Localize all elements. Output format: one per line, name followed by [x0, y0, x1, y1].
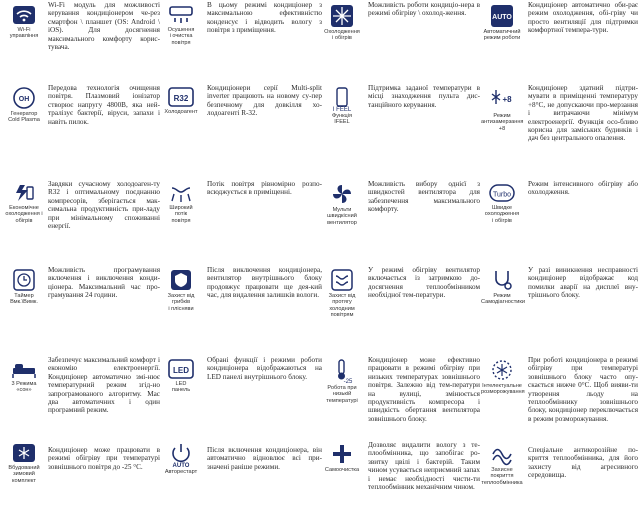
feature-text-low-temp: Кондиціонер може ефективно працювати в режимі обігріву при низьких температурах зовнішнього повітря. Залежно від тем-ператури на вулиці, змінюється продуктивність компресора і швидкість обертання вентилятора зовнішнього блоку. [368, 356, 480, 423]
auto-mode-icon [490, 4, 514, 28]
sleep-icon [11, 358, 37, 380]
feature-text-multi-fan: Можливість вибору однієї з швидкостей вентилятора для забезпечення максимального комфорту. [368, 180, 480, 214]
multi-fan-icon [329, 182, 355, 206]
feature-icon-anticorrosion [481, 442, 523, 486]
feature-caption: Авторестарт [164, 469, 198, 475]
feature-text-defrost: При роботі кондиціонера в режимі обігріву при температурі зовнішнього блоку часто опу-скається нижче 0°C. Щоб вияви-ти утворення льоду на теплообміннику зовнішнього блоку, кондиціонер переключається в режим розморожування. [528, 356, 638, 423]
winter-kit-icon [11, 442, 37, 464]
feature-caption: Захист від протягу холодним повітрям [328, 293, 356, 319]
feature-icon-antifreeze [481, 86, 523, 132]
feature-icon-eco [3, 182, 45, 224]
wide-flow-icon [168, 182, 194, 204]
ifeel-icon [329, 86, 355, 112]
feature-caption: Широкий потік повітря [169, 205, 193, 224]
low-temp-heat-icon [329, 358, 355, 384]
feature-caption: Робота при низькій температурі [326, 385, 358, 404]
feature-text-wide-flow: Потік повітря рівномірно розпо-всюджується в приміщенні. [207, 180, 322, 197]
feature-caption: Холодоагент [164, 109, 198, 115]
feature-icon-cool-heat [321, 4, 363, 42]
feature-text-wifi: Wi-Fi модуль для можливості керування кондиціонером че-рез смартфон \ планшет (OS: Android \ iOS). Для досягнення максимального комфорту корис-тувача. [48, 1, 160, 52]
feature-text-eco: Завдяки сучасному холодоаген-ту R32 і оптимальному поєднанню компресорів, зберігається мак-симальна продуктивність при-ладу при мінімальному споживанні енергії. [48, 180, 160, 231]
cold-air-protect-icon [330, 268, 354, 292]
turbo-icon [488, 182, 516, 204]
feature-text-mold: Після виключення кондиціонера, вентилятор внутрішнього блоку продовжує працювати ще дея-кий час, для видалення залишків вологи. [207, 266, 322, 300]
feature-text-diagnosis: У разі виникнення несправності кондиціонер відображає код помилки аварії на дисплеї вну-трішнього блоку. [528, 266, 638, 300]
feature-caption: Wi-Fi управління [9, 27, 39, 40]
feature-icon-autorestart [160, 442, 202, 475]
feature-icon-ifeel [321, 86, 363, 126]
svg-text:ОН: ОН [18, 96, 30, 103]
feature-icon-defrost [481, 358, 523, 396]
svg-text:AUTO: AUTO [492, 14, 512, 21]
r32-icon [168, 86, 194, 108]
feature-text-clean: В цьому режимі кондиціонер з максимальною ефективністю конденсує і відводить вологу з повітря з приміщення. [207, 1, 322, 35]
feature-text-winter-kit: Кондиціонер може працювати в режимі обігріву при температурі зовнішнього повітря до -25 °C. [48, 446, 160, 471]
feature-icon-turbo [481, 182, 523, 224]
feature-text-anticorrosion: Спеціальне антикорозійне по-криття теплообмінника, для його захисту від агресивного середовища. [528, 446, 638, 480]
feature-caption: 3 Режима «сон» [11, 381, 37, 394]
feature-icon-cold-air [321, 268, 363, 319]
svg-text:-25: -25 [343, 379, 353, 384]
feature-caption: Самоочистка [324, 467, 360, 473]
autorestart-icon [169, 442, 193, 468]
feature-caption: Мульти швидкісний вентилятор [327, 207, 357, 226]
feature-icon-diagnosis [481, 268, 523, 306]
feature-icon-multi-fan [321, 182, 363, 226]
anticorrosion-icon [489, 442, 515, 466]
mold-protect-icon [169, 268, 193, 292]
feature-caption: Осушення і очистка повітря [167, 27, 195, 46]
feature-icon-clean [160, 4, 202, 46]
feature-caption: Вбудований зимовий комплект [8, 465, 40, 484]
feature-icon-r32 [160, 86, 202, 115]
feature-caption: Таймер Вмк.\Вимк. [10, 293, 38, 306]
clean-icon [168, 4, 194, 26]
feature-text-plasma: Передова технологія очищення повітря. Плазмовий іонізатор створює напругу 4800В, яка ней-тралізує бактерії, віруси, запахи і навіть пилок. [48, 84, 160, 126]
svg-text:AUTO: AUTO [172, 463, 190, 468]
svg-text:Turbo: Turbo [492, 191, 512, 199]
feature-text-autorestart: Після включення кондиціонера, він автоматично відновлює всі при-значені раніше режими. [207, 446, 322, 471]
feature-text-antifreeze: Кондиціонер здатний підтри-мувати в приміщенні температуру +8°C, не допускаючи про-мерзання і витрачаючи мінімум електроенергії. Функція осо-бливо корисна для заміських будинків і дач без центрального опалення. [528, 84, 638, 143]
svg-text:+8: +8 [502, 95, 512, 104]
feature-text-self-clean: Дозволяє видалити вологу з те-плообмінника, що запобігає ро-звитку цвілі і бактерій. Таким чином усувається неприємний запах і немає необхідності чисти-ти теплообмінник механічним чином. [368, 441, 480, 492]
feature-icon-led [160, 358, 202, 394]
feature-icon-mold [160, 268, 202, 312]
feature-caption: Захист від грибків і плісняви [167, 293, 195, 312]
wifi-icon [12, 4, 36, 26]
feature-icon-wifi [3, 4, 45, 40]
feature-text-r32: Кондиціонери серії Multi-split inverter працюють на новому су-пер безпечному для довкілля хо-лодоагенті R-32. [207, 84, 322, 118]
feature-icon-plasma [3, 86, 45, 124]
feature-icon-auto [481, 4, 523, 42]
feature-caption: Охолодження і обігрів [324, 29, 360, 42]
feature-caption: Захисне покриття теплообмінника [481, 467, 523, 486]
feature-caption: Швидке охолодження і обігрів [484, 205, 520, 224]
svg-text:LED: LED [173, 366, 189, 375]
feature-icon-timer [3, 268, 45, 306]
feature-icon-self-clean [321, 442, 363, 473]
smart-defrost-icon [489, 358, 515, 382]
feature-caption: LED панель [171, 381, 191, 394]
feature-caption: Режим антизамерзання +8 [481, 113, 524, 132]
feature-text-cool-heat: Можливість роботи кондиціо-нера в режимі обігріву \ охолод-ження. [368, 1, 480, 18]
feature-caption: Автоматичний режим роботи [483, 29, 521, 42]
feature-icon-winter-kit [3, 442, 45, 484]
feature-caption: Економічне охолодження і обігрів [5, 205, 43, 224]
feature-caption: Генератор Cold Plasma [8, 111, 40, 124]
feature-text-auto: Кондиціонер автоматично оби-рає режим охолодження, обі-гріву чи просто вентиляції для підтримки комфортної темпера-тури. [528, 1, 638, 35]
self-clean-icon [330, 442, 354, 466]
feature-text-sleep: Забезпечує максимальний комфорт і економію електроенергії. Кондиціонер автоматично змі-нює температурний режим згід-но запрограмованого алгоритму. Мас два автоматичних і один програмний режим. [48, 356, 160, 415]
feature-text-timer: Можливість програмування включення і виключення конди-ціонера. Максимальний час про-грамування 24 години. [48, 266, 160, 300]
feature-text-cold-air: У режимі обігріву вентилятор включається із затримкою до-досягнення теплообмінником необхідної тем-ператури. [368, 266, 480, 300]
svg-text:I FEEL: I FEEL [332, 107, 352, 112]
feature-icon-sleep [3, 358, 45, 394]
feature-icon-low-temp [321, 358, 363, 404]
cold-plasma-icon [11, 86, 37, 110]
feature-icon-wide-flow [160, 182, 202, 224]
svg-text:R32: R32 [173, 94, 189, 103]
feature-text-turbo: Режим інтенсивного обігріву або охолодження. [528, 180, 638, 197]
feature-text-led: Обрані функції і режими роботи кондиціонера відображаються на LED панелі внутрішнього блоку. [207, 356, 322, 381]
feature-caption: Інтелектуальне розморожування [481, 383, 525, 396]
antifreeze-icon [489, 86, 515, 112]
feature-caption: Режим Самодіагностики [481, 293, 525, 306]
eco-icon [12, 182, 36, 204]
timer-icon [12, 268, 36, 292]
feature-caption: Функція IFEEL [331, 113, 353, 126]
feature-text-ifeel: Підтримка заданої температури в місці знаходження пульта дис-танційного керування. [368, 84, 480, 109]
self-diagnosis-icon [490, 268, 514, 292]
cool-heat-icon [330, 4, 354, 28]
led-icon [168, 358, 194, 380]
